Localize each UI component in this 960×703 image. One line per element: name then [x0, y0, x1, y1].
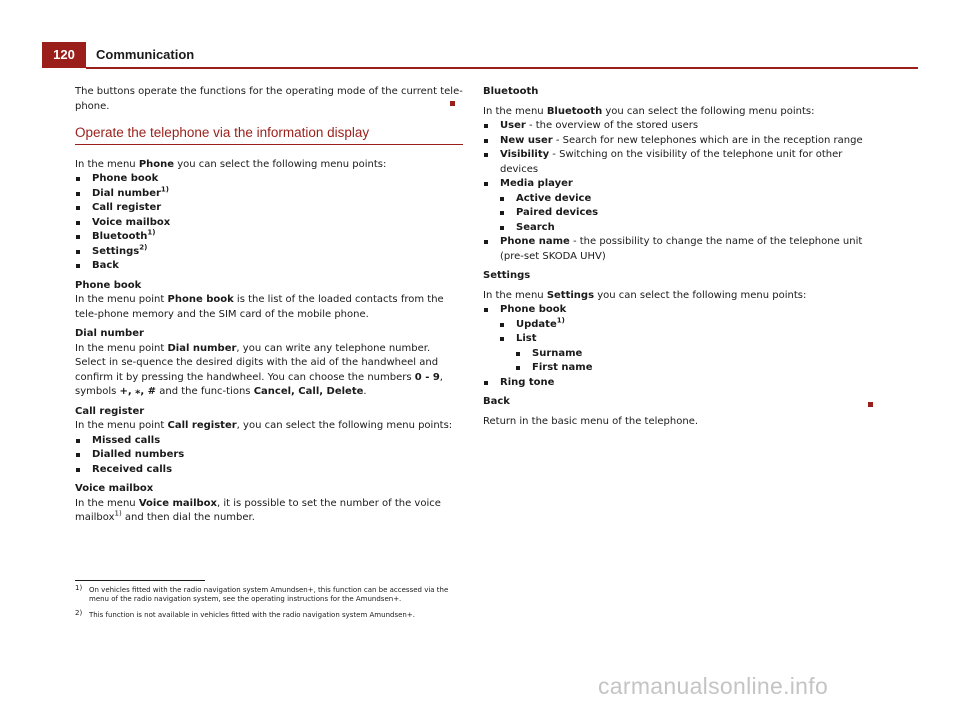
list-item: User - the overview of the stored users	[483, 119, 873, 134]
voicemail-text: In the menu Voice mailbox, it is possible to set the number of the voice mailbox$^{1)}$ and then dial the number.	[75, 497, 441, 523]
voicemail-subheading: Voice mailbox	[75, 483, 154, 494]
list-item: Active device	[483, 192, 873, 207]
list-item: Settings$^{2)}$	[75, 245, 463, 260]
list-item: Received calls	[75, 463, 463, 478]
list-item: First name	[483, 361, 873, 376]
bluetooth-text: In the menu Bluetooth you can select the following menu points:	[483, 105, 815, 117]
footnote-rule	[75, 580, 205, 581]
intro-text: The buttons operate the functions for the operating mode of the current tele-phone.	[75, 86, 463, 112]
back-text: Return in the basic menu of the telephone.	[483, 415, 699, 427]
list-item: Phone book	[75, 172, 463, 187]
left-column	[75, 85, 463, 526]
list-item: Missed calls	[75, 434, 463, 449]
list-item: Update$^{1)}$	[483, 318, 873, 333]
settings-text: In the menu Settings you can select the following menu points:	[483, 289, 807, 301]
list-item: Bluetooth$^{1)}$	[75, 230, 463, 245]
dial-subheading: Dial number	[75, 328, 144, 339]
list-item: Back	[75, 259, 463, 274]
list-item: Media player	[483, 177, 873, 192]
list-item: List	[483, 332, 873, 347]
list-item: Search	[483, 221, 873, 236]
phonebook-subheading: Phone book	[75, 279, 142, 291]
settings-list	[483, 303, 873, 390]
callreg-text: In the menu point Call register, you can select the following menu points:	[75, 420, 453, 431]
header-rule	[86, 67, 918, 69]
right-column	[483, 85, 873, 429]
back-subheading: Back	[483, 396, 510, 407]
list-item: Visibility - Switching on the visibility of the telephone unit for other devices	[483, 148, 873, 177]
footnote-1: 1) On vehicles fitted with the radio navigation system Amundsen+, this function can be accessed via the menu of the radio navigation system, see the operating instructions for the Amundsen+.	[75, 584, 449, 603]
list-item: Ring tone	[483, 376, 873, 391]
list-item: Dialled numbers	[75, 448, 463, 463]
dial-text: In the menu point Dial number, you can write any telephone number. Select in se-quence the desired digits with the aid of the handwheel and confirm it by pressing the handwheel. You can choose the numbers 0 - 9, symbols +, ⁎, # and the func-tions Cancel, Call, Delete.	[75, 342, 443, 397]
list-item: Paired devices	[483, 206, 873, 221]
section-heading-rule	[75, 144, 463, 145]
list-item: New user - Search for new telephones which are in the reception range	[483, 134, 873, 149]
section-end-mark	[868, 402, 873, 407]
callreg-list	[75, 434, 463, 478]
list-item: Phone name - the possibility to change the name of the telephone unit (pre-set SKODA UHV)	[483, 235, 873, 264]
list-item: Call register	[75, 201, 463, 216]
list-item: Dial number$^{1)}$	[75, 187, 463, 202]
page-title: Communication	[96, 47, 195, 62]
list-item: Surname	[483, 347, 873, 362]
settings-subheading: Settings	[483, 270, 531, 281]
phonebook-text: In the menu point Phone book is the list of the loaded contacts from the tele-phone memory and the SIM card of the mobile phone.	[75, 294, 444, 320]
list-item: Voice mailbox	[75, 216, 463, 231]
list-item: Phone book	[483, 303, 873, 318]
bluetooth-subheading: Bluetooth	[483, 86, 539, 97]
section-heading: Operate the telephone via the information display	[75, 125, 370, 140]
bluetooth-list	[483, 119, 873, 264]
watermark: carmanualsonline.info	[598, 673, 829, 699]
phone-menu-list	[75, 172, 463, 274]
footnote-2: 2) This function is not available in vehicles fitted with the radio navigation system Amundsen+.	[75, 609, 415, 619]
page-number: 120	[42, 42, 86, 68]
phone-menu-intro: In the menu Phone you can select the following menu points:	[75, 158, 387, 170]
section-end-mark	[450, 101, 455, 106]
callreg-subheading: Call register	[75, 405, 145, 417]
